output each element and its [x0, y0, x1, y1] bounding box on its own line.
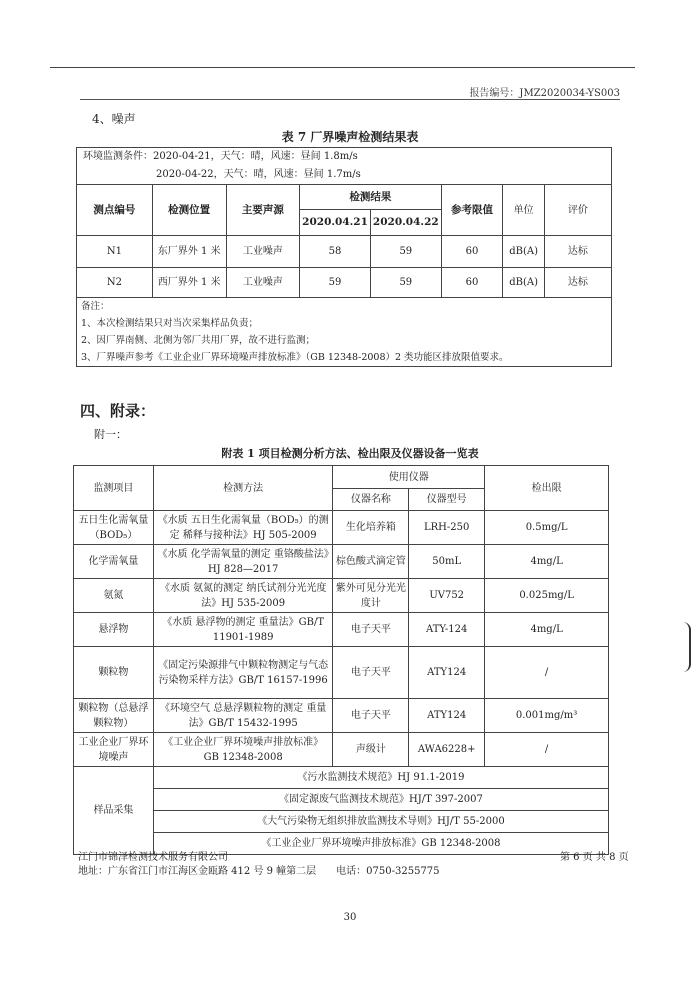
header-instrument: 使用仪器 [333, 466, 485, 489]
sampling-standard: 《固定源废气监测技术规范》HJ/T 397-2007 [153, 789, 608, 811]
sampling-row [74, 789, 609, 811]
table-row [74, 613, 609, 647]
header-limit: 检出限 [485, 466, 609, 511]
cell-item: 颗粒物（总悬浮颗粒物） [74, 699, 154, 733]
header-row [77, 185, 612, 210]
notes-label: 备注： [81, 301, 110, 312]
cell-method: 《水质 悬浮物的测定 重量法》GB/T 11901-1989 [153, 613, 333, 647]
cell-inst-model: 50mL [409, 545, 485, 579]
sampling-row [74, 811, 609, 833]
table7-title: 表 7 厂界噪声检测结果表 [281, 130, 419, 144]
appendix-table-title: 附表 1 项目检测分析方法、检出限及仪器设备一览表 [221, 447, 479, 460]
cell-item: 氨氮 [74, 579, 154, 613]
cell-unit: dB(A) [503, 236, 544, 268]
cell-method: 《环境空气 总悬浮颗粒物的测定 重量法》GB/T 15432-1995 [153, 699, 333, 733]
cell-inst-model: ATY124 [409, 699, 485, 733]
cell-unit: dB(A) [503, 268, 544, 298]
cell-inst-name: 棕色酸式滴定管 [333, 545, 409, 579]
header-inst-model: 仪器型号 [409, 489, 485, 511]
footer-address: 地址：广东省江门市江海区金瓯路 412 号 9 幢第二层 电话：0750-3255775 [78, 866, 440, 877]
cell-day1: 59 [300, 268, 371, 298]
cell-limit: 60 [441, 236, 503, 268]
cell-point-id: N1 [77, 236, 153, 268]
cell-inst-model: UV752 [409, 579, 485, 613]
table-row [77, 236, 612, 268]
table-row [77, 268, 612, 298]
cell-method: 《水质 化学需氧量的测定 重铬酸盐法》HJ 828—2017 [153, 545, 333, 579]
header-results: 检测结果 [300, 185, 442, 210]
header-date2: 2020.04.22 [370, 210, 441, 236]
footer-page-info: 第 6 页 共 8 页 [560, 852, 629, 863]
cell-limit: 60 [441, 268, 503, 298]
cell-source: 工业噪声 [226, 236, 300, 268]
header-row [74, 466, 609, 489]
methods-instruments-table [73, 465, 609, 855]
cell-item: 悬浮物 [74, 613, 154, 647]
sampling-standard: 《大气污染物无组织排放监测技术导则》HJ/T 55-2000 [153, 811, 608, 833]
cell-day1: 58 [300, 236, 371, 268]
cell-inst-model: LRH-250 [409, 511, 485, 545]
condition-line: 2020-04-22，天气：晴，风速：昼间 1.7m/s [156, 169, 361, 180]
header-limit: 参考限值 [441, 185, 503, 236]
conditions-row [77, 148, 612, 185]
cell-day2: 59 [370, 268, 441, 298]
table-row [74, 699, 609, 733]
cell-limit: / [485, 733, 609, 767]
sampling-standard: 《污水监测技术规范》HJ 91.1-2019 [153, 767, 608, 789]
note-item: 3、厂界噪声参考《工业企业厂界环境噪声排放标准》（GB 12348-2008）2 类功能区排放限值要求。 [81, 352, 509, 363]
section-heading-appendix: 四、附录： [80, 402, 156, 420]
cell-method: 《水质 氨氮的测定 纳氏试剂分光光度法》HJ 535-2009 [153, 579, 333, 613]
cell-point-id: N2 [77, 268, 153, 298]
cell-inst-name: 声级计 [333, 733, 409, 767]
header-location: 检测位置 [152, 185, 226, 236]
header-inst-name: 仪器名称 [333, 489, 409, 511]
table-row [74, 733, 609, 767]
cell-limit: 4mg/L [485, 545, 609, 579]
header-date1: 2020.04.21 [300, 210, 371, 236]
footer-company: 江门市锦泽检测技术服务有限公司 [78, 852, 228, 863]
header-point-id: 测点编号 [77, 185, 153, 236]
note-item: 1、本次检测结果只对当次采集样品负责； [81, 318, 259, 329]
cell-inst-name: 紫外可见分光光度计 [333, 579, 409, 613]
cell-limit: 0.025mg/L [485, 579, 609, 613]
cell-inst-name: 生化培养箱 [333, 511, 409, 545]
header-evaluation: 评价 [544, 185, 611, 236]
cell-location: 西厂界外 1 米 [152, 268, 226, 298]
header-method: 检测方法 [153, 466, 333, 511]
cell-day2: 59 [370, 236, 441, 268]
cell-inst-name: 电子天平 [333, 647, 409, 699]
cell-inst-model: AWA6228+ [409, 733, 485, 767]
cell-method: 《水质 五日生化需氧量（BOD₅）的测定 稀释与接种法》HJ 505-2009 [153, 511, 333, 545]
cell-item: 五日生化需氧量（BOD₅） [74, 511, 154, 545]
cell-item: 化学需氧量 [74, 545, 154, 579]
noise-results-table [76, 147, 612, 367]
cell-limit: 0.5mg/L [485, 511, 609, 545]
appendix-sub-heading: 附一： [94, 428, 127, 441]
cell-source: 工业噪声 [226, 268, 300, 298]
top-rule [50, 67, 635, 68]
report-number: 报告编号：JMZ2020034-YS003 [469, 88, 620, 99]
header-unit: 单位 [503, 185, 544, 236]
cell-inst-name: 电子天平 [333, 613, 409, 647]
cell-inst-name: 电子天平 [333, 699, 409, 733]
cell-inst-model: ATY-124 [409, 613, 485, 647]
cell-limit: / [485, 647, 609, 699]
cell-item: 工业企业厂界环境噪声 [74, 733, 154, 767]
binding-mark [683, 622, 691, 672]
header-source: 主要声源 [226, 185, 300, 236]
cell-limit: 0.001mg/m³ [485, 699, 609, 733]
table-row [74, 511, 609, 545]
condition-line: 环境监测条件：2020-04-21，天气：晴，风速：昼间 1.8m/s [83, 151, 358, 162]
cell-method: 《工业企业厂界环境噪声排放标准》GB 12348-2008 [153, 733, 333, 767]
page-number: 30 [343, 912, 357, 923]
header-rule [80, 99, 620, 100]
sampling-row [74, 767, 609, 789]
cell-location: 东厂界外 1 米 [152, 236, 226, 268]
section-heading-noise: 4、噪声 [92, 112, 136, 126]
cell-inst-model: ATY124 [409, 647, 485, 699]
cell-eval: 达标 [544, 236, 611, 268]
table-row [74, 579, 609, 613]
table-row [74, 545, 609, 579]
header-item: 监测项目 [74, 466, 154, 511]
note-item: 2、因厂界南侧、北侧为邻厂共用厂界，故不进行监测； [81, 335, 316, 346]
sampling-label: 样品采集 [74, 767, 154, 855]
table-row [74, 647, 609, 699]
cell-method: 《固定污染源排气中颗粒物测定与气态污染物采样方法》GB/T 16157-1996 [153, 647, 333, 699]
cell-item: 颗粒物 [74, 647, 154, 699]
cell-eval: 达标 [544, 268, 611, 298]
sampling-standard: 《工业企业厂界环境噪声排放标准》GB 12348-2008 [153, 833, 608, 855]
notes-row [77, 298, 612, 367]
cell-limit: 4mg/L [485, 613, 609, 647]
